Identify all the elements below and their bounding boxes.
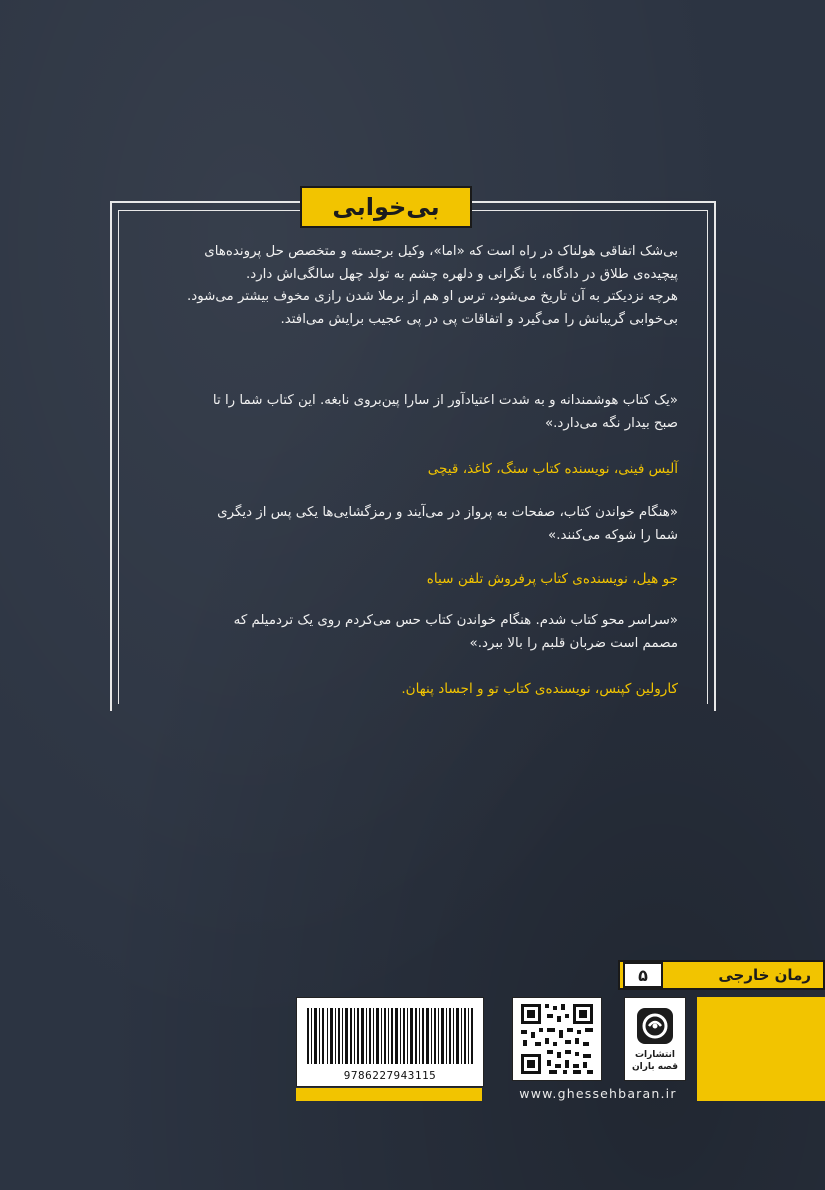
review-quote-line: صبح بیدار نگه می‌دارد.» [544,415,678,431]
review-quote [142,390,678,435]
synopsis-line: بی‌خوابی گریبانش را می‌گیرد و اتفاقات پی در پی عجیب برایش می‌افتد. [280,311,678,327]
book-title: بی‌خوابی [300,186,472,228]
publisher-logo [624,997,686,1081]
review-quote-line: «هنگام خواندن کتاب، صفحات به پرواز در می‌آیند و رمزگشایی‌ها یکی پس از دیگری [217,505,678,520]
synopsis-line: پیچیده‌ی طلاق در دادگاه، با نگرانی و دلهره چشم به تولد چهل سالگی‌اش دارد. [246,266,678,282]
review-quote-line: مصمم است ضربان قلبم را بالا ببرد.» [469,635,678,651]
yellow-accent-right [697,997,825,1101]
synopsis-line: هرچه نزدیکتر به آن تاریخ می‌شود، ترس او هم از برملا شدن رازی مخوف بیشتر می‌شود. [187,289,678,304]
series-number: ۵ [623,962,663,988]
publisher-logo-icon [625,1004,685,1054]
frame-right-outer [714,201,716,711]
frame-top-right-outer [472,201,716,203]
review-quote-line: شما را شوکه می‌کنند.» [548,527,678,543]
frame-left-inner [118,210,119,704]
isbn-number: 9786227943115 [343,1069,437,1082]
review-quote-line: «سراسر محو کتاب شدم. هنگام خواندن کتاب حس می‌کردم روی یک تردمیلم که [233,613,678,628]
publisher-website: www.ghessehbaran.ir [519,1086,677,1101]
frame-left-outer [110,201,112,711]
review-attribution: آلیس فینی، نویسنده کتاب سنگ، کاغذ، قیچی [427,461,678,477]
review-attribution: کارولین کپنس، نویسنده‌ی کتاب تو و اجساد پنهان. [401,681,678,697]
series-label: رمان خارجی [718,966,811,984]
frame-top-left-outer [110,201,300,203]
review-quote-line: «یک کتاب هوشمندانه و به شدت اعتیادآور از سارا پین‌بروی نابغه. این کتاب شما را تا [212,393,678,408]
qr-code [512,997,602,1081]
frame-top-left-inner [118,210,300,211]
publisher-name-line2: قصه باران [631,1062,679,1072]
review-quote [142,610,678,655]
publisher-name-line1: انتشارات [635,1050,675,1060]
synopsis [142,241,678,331]
yellow-accent-left [296,1088,482,1101]
barcode-bars-icon [297,1004,483,1070]
barcode [296,997,484,1087]
qr-code-icon [513,998,601,1080]
review-attribution: جو هیل، نویسنده‌ی کتاب پرفروش تلفن سیاه [426,571,678,587]
frame-right-inner [707,210,708,704]
frame-top-right-inner [472,210,708,211]
review-quote [142,502,678,547]
synopsis-line: بی‌شک اتفاقی هولناک در راه است که «اما»، وکیل برجسته و متخصص حل پرونده‌های [204,244,678,259]
